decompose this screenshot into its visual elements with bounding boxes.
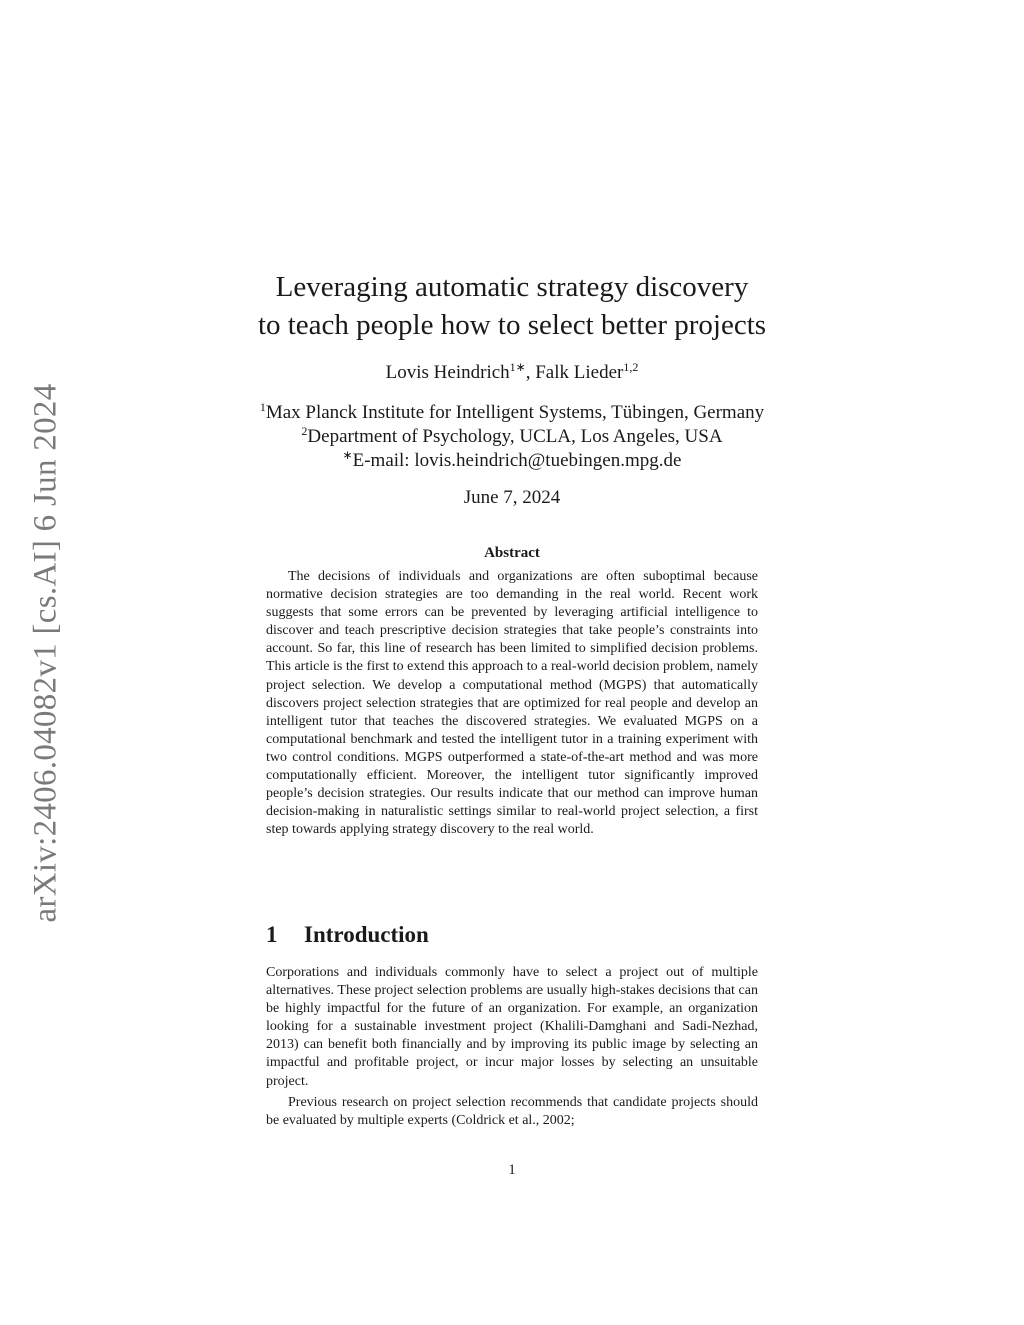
author-mark: 1,2	[623, 360, 639, 374]
page-number: 1	[508, 1162, 516, 1178]
paper-date: June 7, 2024	[463, 487, 561, 508]
affiliation-line	[0, 401, 1024, 425]
intro-paragraph-1: Corporations and individuals commonly have to select a project out of multiple alternatives. These project selection problems are usually high-stakes decisions that can be highly impactful for the future of an organization. For example, an organization looking for a sustainable investment project (Khalili-Damghani and Sadi-Nezhad, 2013) can benefit both financially and by improving its public image by selecting an impactful and profitable project, or incur major losses by selecting an unsuitable project.	[266, 965, 758, 1089]
abstract-heading: Abstract	[484, 545, 540, 561]
affiliation-line	[0, 425, 1024, 449]
author-separator: ,	[525, 362, 536, 383]
author-list	[0, 362, 1024, 384]
arxiv-identifier: arXiv:2406.04082v1 [cs.AI] 6 Jun 2024	[27, 383, 64, 923]
paper-title	[0, 268, 1024, 344]
author-name: Falk Lieder	[535, 362, 624, 383]
author-mark: 1∗	[509, 360, 526, 374]
section-number: 1	[266, 922, 278, 947]
affiliation-mark: 2	[301, 424, 308, 438]
affiliation-line	[0, 449, 1024, 473]
email-text: E-mail: lovis.heindrich@tuebingen.mpg.de	[352, 450, 682, 471]
affiliation-mark: 1	[259, 400, 266, 414]
section-title: Introduction	[304, 922, 429, 947]
affiliation-text: Max Planck Institute for Intelligent Systems, Tübingen, Germany	[265, 402, 765, 423]
affiliation-text: Department of Psychology, UCLA, Los Angeles, USA	[307, 426, 723, 447]
title-line-2: to teach people how to select better projects	[257, 309, 767, 341]
author-name: Lovis Heindrich	[385, 362, 510, 383]
affiliation-mark: ∗	[342, 448, 353, 462]
section-heading	[266, 922, 429, 948]
intro-paragraph-2: Previous research on project selection recommends that candidate projects should be evaluated by multiple experts (Coldrick et al., 2002;	[266, 1095, 758, 1129]
title-line-1: Leveraging automatic strategy discovery	[275, 271, 749, 303]
abstract-body: The decisions of individuals and organizations are often suboptimal because normative decision strategies are too demanding in the real world. Recent work suggests that some errors can be prevented by leveraging artificial intelligence to discover and teach prescriptive decision strategies that take people’s constraints into account. So far, this line of research has been limited to simplified decision problems. This article is the first to extend this approach to a real-world decision problem, namely project selection. We develop a computational method (MGPS) that automatically discovers project selection strategies that are optimized for real people and develop an intelligent tutor that teaches the discovered strategies. We evaluated MGPS on a computational benchmark and tested the intelligent tutor in a training experiment with two control conditions. MGPS outperformed a state-of-the-art method and was more computationally efficient. Moreover, the intelligent tutor significantly improved people’s decision strategies. Our results indicate that our method can improve human decision-making in naturalistic settings similar to real-world project selection, a first step towards applying strategy discovery to the real world.	[266, 569, 758, 838]
affiliations	[0, 401, 1024, 473]
